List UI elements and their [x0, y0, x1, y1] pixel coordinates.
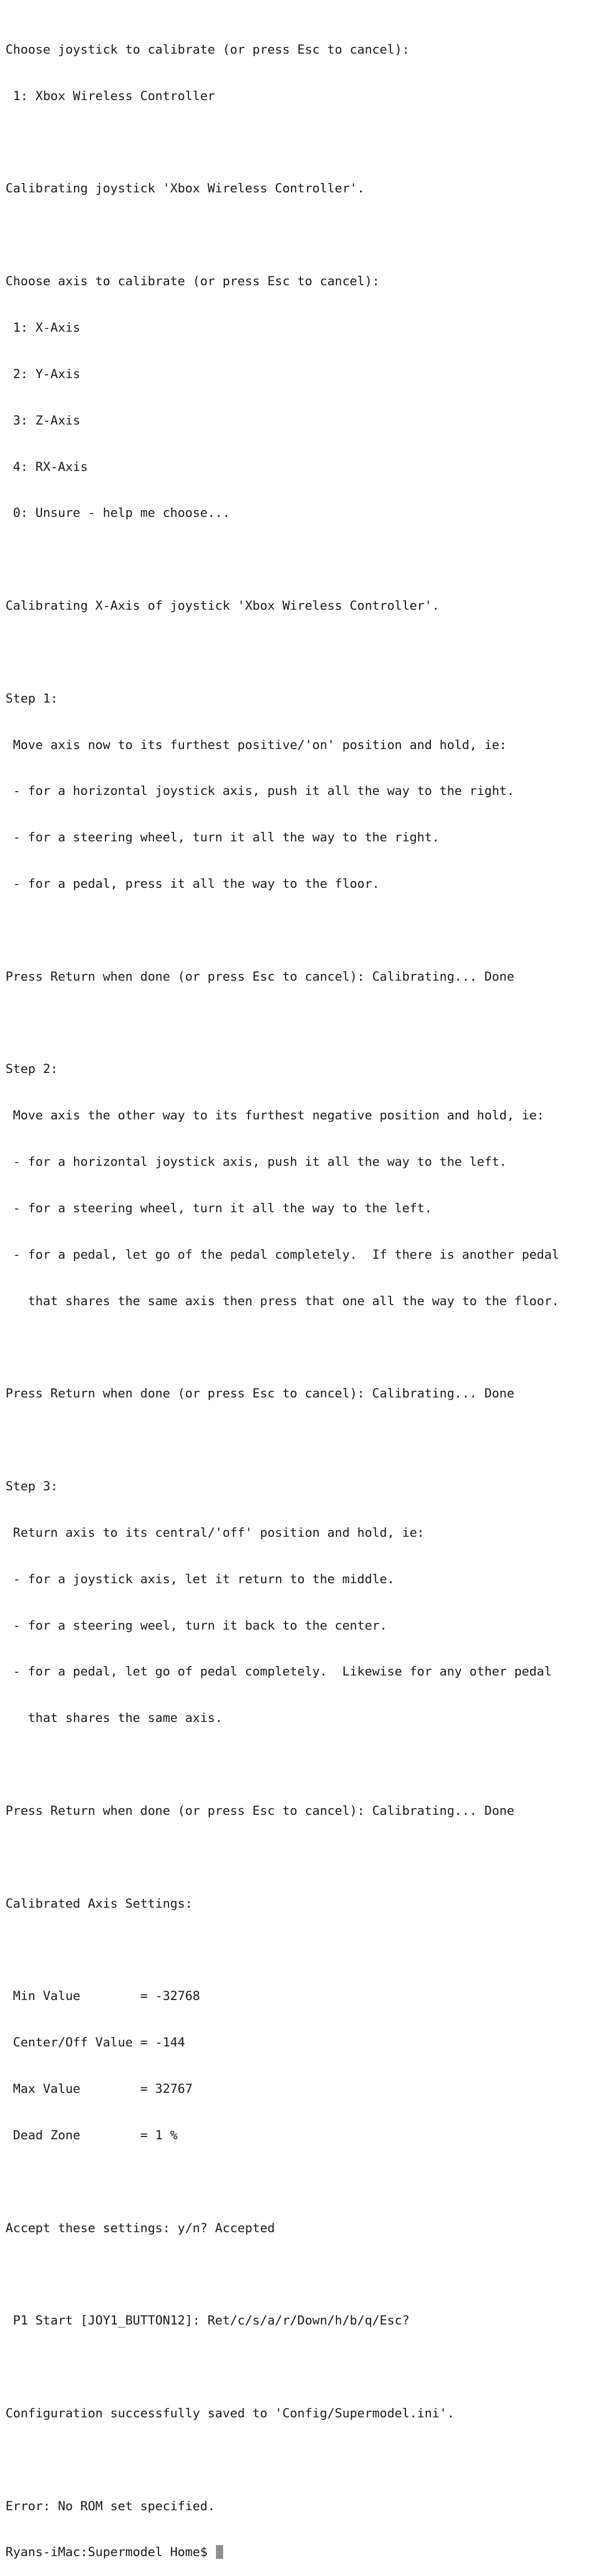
terminal-line: P1 Start [JOY1_BUTTON12]: Ret/c/s/a/r/Down/h/b/q/Esc? — [6, 2313, 410, 2328]
terminal-line — [6, 135, 591, 151]
terminal-line — [6, 2267, 591, 2282]
terminal-line: 1: Xbox Wireless Controller — [6, 88, 215, 103]
terminal-line: Max Value = 32767 — [6, 2082, 193, 2097]
terminal-line — [6, 2175, 591, 2190]
terminal-line: Dead Zone = 1 % — [6, 2128, 178, 2143]
terminal-line: Configuration successfully saved to 'Config/Supermodel.ini'. — [6, 2406, 455, 2421]
terminal-line: 2: Y-Axis — [6, 366, 81, 381]
terminal-line: Move axis now to its furthest positive/'on' position and hold, ie: — [6, 737, 507, 752]
terminal-line: Step 2: — [6, 1062, 58, 1077]
terminal-line: Choose joystick to calibrate (or press Esc to cancel): — [6, 42, 410, 57]
terminal-line: 3: Z-Axis — [6, 413, 81, 428]
terminal-line: 4: RX-Axis — [6, 459, 88, 474]
terminal-line: Move axis the other way to its furthest negative position and hold, ie: — [6, 1108, 545, 1123]
shell-prompt-line[interactable] — [6, 2545, 591, 2561]
text-cursor — [216, 2545, 223, 2559]
terminal-output — [6, 12, 591, 2576]
terminal-line: - for a joystick axis, let it return to the middle. — [6, 1572, 395, 1587]
terminal-line: Calibrating joystick 'Xbox Wireless Controller'. — [6, 181, 365, 196]
terminal-line: Calibrating X-Axis of joystick 'Xbox Wireless Controller'. — [6, 599, 440, 614]
terminal-line: Calibrated Axis Settings: — [6, 1896, 193, 1911]
terminal-line: Min Value = -32768 — [6, 1989, 200, 2004]
terminal-line: 1: X-Axis — [6, 320, 81, 335]
terminal-line — [6, 1341, 591, 1356]
terminal-line: - for a horizontal joystick axis, push it all the way to the right. — [6, 784, 515, 799]
terminal-line — [6, 2453, 591, 2468]
terminal-line: - for a steering wheel, turn it all the way to the right. — [6, 830, 440, 845]
terminal-line — [6, 552, 591, 568]
terminal-line: Accept these settings: y/n? Accepted — [6, 2221, 275, 2235]
terminal-line: - for a steering wheel, turn it all the way to the left. — [6, 1201, 432, 1216]
terminal-line: Press Return when done (or press Esc to cancel): Calibrating... Done — [6, 1386, 515, 1401]
terminal-line: Center/Off Value = -144 — [6, 2035, 186, 2050]
terminal-line — [6, 1850, 591, 1866]
terminal-line: Step 3: — [6, 1479, 58, 1494]
terminal-line: - for a horizontal joystick axis, push it all the way to the left. — [6, 1155, 507, 1170]
terminal-line — [6, 645, 591, 661]
terminal-line: Press Return when done (or press Esc to cancel): Calibrating... Done — [6, 969, 515, 984]
terminal-line: that shares the same axis. — [6, 1711, 223, 1726]
terminal-line — [6, 1433, 591, 1448]
terminal-line: Choose axis to calibrate (or press Esc to cancel): — [6, 274, 380, 289]
terminal-line: Step 1: — [6, 691, 58, 706]
terminal-line — [6, 1943, 591, 1959]
terminal-line: that shares the same axis then press that one all the way to the floor. — [6, 1294, 560, 1308]
terminal-line: - for a steering weel, turn it back to the center. — [6, 1618, 387, 1633]
terminal-line — [6, 1016, 591, 1032]
terminal-line: - for a pedal, let go of the pedal completely. If there is another pedal — [6, 1247, 560, 1262]
terminal-line: - for a pedal, press it all the way to the floor. — [6, 877, 380, 892]
terminal-line — [6, 2360, 591, 2375]
shell-prompt: Ryans-iMac:Supermodel Home$ — [6, 2545, 215, 2560]
terminal-line: Error: No ROM set specified. — [6, 2499, 215, 2514]
terminal-line — [6, 228, 591, 243]
terminal-line — [6, 923, 591, 939]
terminal-line: - for a pedal, let go of pedal completely. Likewise for any other pedal — [6, 1664, 552, 1679]
terminal-line: 0: Unsure - help me choose... — [6, 506, 230, 521]
terminal-line: Return axis to its central/'off' position and hold, ie: — [6, 1525, 425, 1540]
terminal-line — [6, 1757, 591, 1773]
terminal-line: Press Return when done (or press Esc to cancel): Calibrating... Done — [6, 1803, 515, 1818]
